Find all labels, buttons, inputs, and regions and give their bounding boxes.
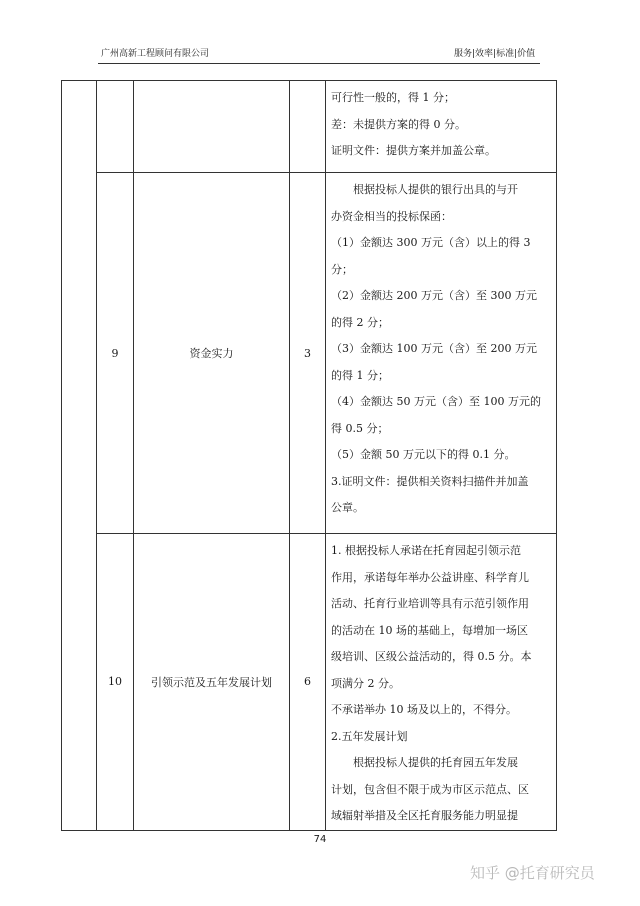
header-divider [98,63,540,64]
company-name: 广州高新工程顾问有限公司 [101,49,210,59]
criteria-line: 得 0.5 分； [331,421,389,435]
item-name-cell [134,81,290,173]
criteria-line: 的得 1 分； [331,368,389,382]
item-score-cell [290,81,326,173]
criteria-line: 1. 根据投标人承诺在托育园起引领示范 [331,544,521,557]
criteria-cell [326,173,557,534]
table-row [62,173,557,534]
criteria-line: 可行性一般的，得 1 分； [331,91,455,104]
header-slogan: 服务|效率|标准|价值 [454,49,536,59]
category-cell [62,81,97,831]
page-number: 74 [313,834,327,845]
criteria-line: 根据投标人提供的托育园五年发展 [353,756,518,769]
criteria-cell [326,81,557,173]
criteria-line: 级培训、区级公益活动的，得 0.5 分。本 [331,650,532,663]
criteria-line: 不承诺举办 10 场及以上的，不得分。 [331,703,517,716]
scoring-table [61,80,557,831]
item-score-cell: 3 [290,173,326,534]
criteria-cell [326,534,557,831]
item-score-cell: 6 [290,534,326,831]
watermark: 知乎 @托育研究员 [470,864,595,882]
criteria-line: 计划，包含但不限于成为市区示范点、区 [331,782,529,796]
criteria-line: （2）金额达 200 万元（含）至 300 万元 [331,289,537,302]
item-name-cell: 引领示范及五年发展计划 [134,534,290,831]
item-number-cell [97,81,134,173]
criteria-line: 3.证明文件：提供相关资料扫描件并加盖 [331,474,529,488]
criteria-line: 2.五年发展计划 [331,729,408,743]
item-number-cell: 10 [97,534,134,831]
criteria-line: （3）金额达 100 万元（含）至 200 万元 [331,342,537,355]
criteria-lines [331,85,550,165]
criteria-line: 作用，承诺每年举办公益讲座、科学育儿 [331,570,529,584]
item-name-cell: 资金实力 [134,173,290,534]
criteria-line: 项满分 2 分。 [331,676,400,690]
criteria-lines [331,177,550,522]
criteria-line: （5）金额 50 万元以下的得 0.1 分。 [331,448,516,461]
item-number-cell: 9 [97,173,134,534]
criteria-lines [331,538,550,830]
criteria-line: 公章。 [331,501,364,514]
table-row [62,81,557,173]
criteria-line: 证明文件：提供方案并加盖公章。 [331,144,496,157]
criteria-line: 分； [331,262,353,276]
criteria-line: 根据投标人提供的银行出具的与开 [353,183,518,196]
criteria-line: 的活动在 10 场的基础上，每增加一场区 [331,623,528,637]
criteria-line: 差：未提供方案的得 0 分。 [331,117,466,131]
criteria-line: 域辐射举措及全区托育服务能力明显提 [331,809,518,822]
criteria-line: 的得 2 分； [331,315,389,329]
criteria-line: 办资金相当的投标保函： [331,209,452,223]
criteria-line: （1）金额达 300 万元（含）以上的得 3 [331,236,531,249]
criteria-line: 活动、托育行业培训等具有示范引领作用 [331,597,529,610]
table-row [62,534,557,831]
criteria-line: （4）金额达 50 万元（含）至 100 万元的 [331,395,541,408]
